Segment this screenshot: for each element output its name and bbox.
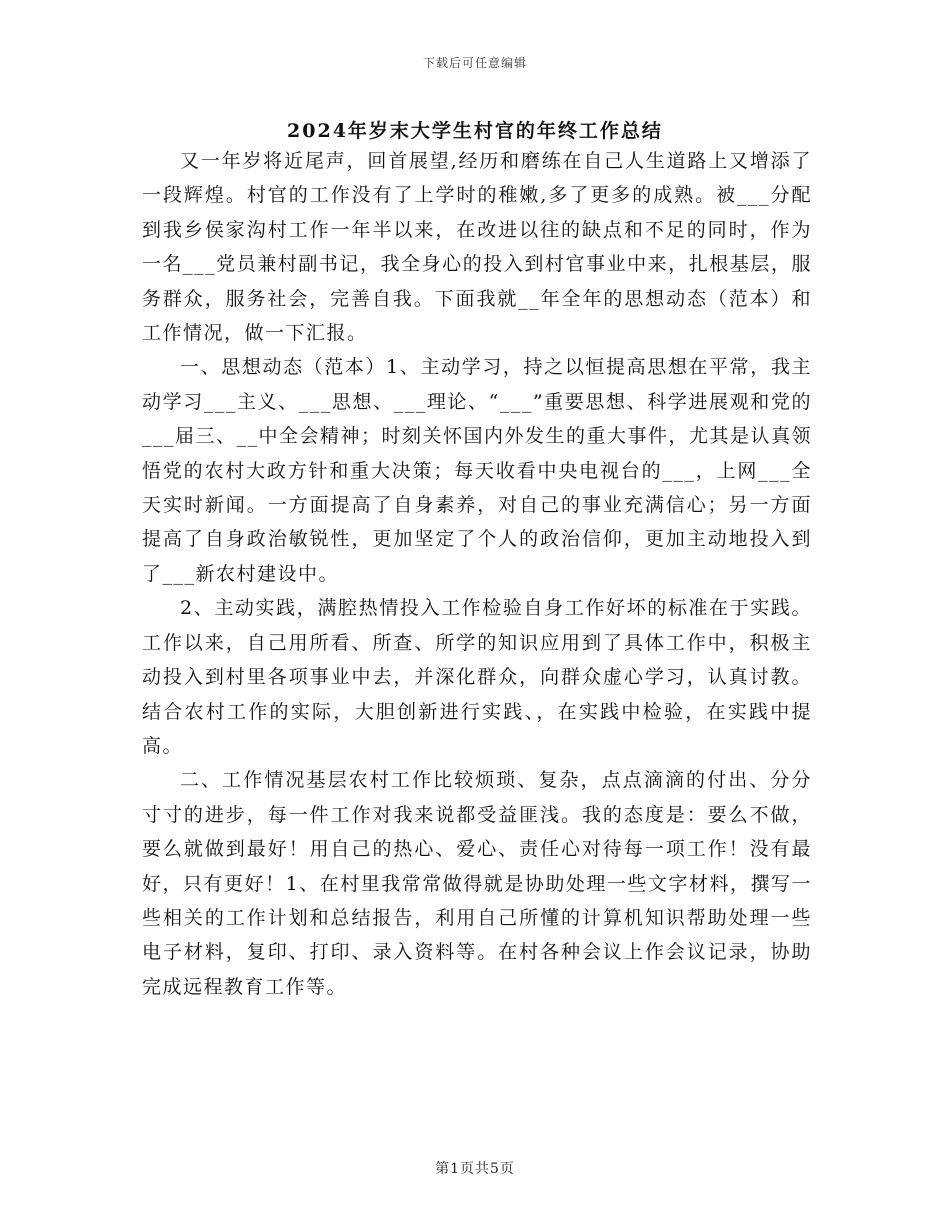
paragraph-thought: 一、思想动态（范本）1、主动学习，持之以恒提高思想在平常，我主动学习___主义、___思想、___理论、“___”重要思想、科学进展观和党的___届三、__中全会精神；时刻关怀国内外发生的重大事件，尤其是认真领悟党的农村大政方针和重大决策；每天收看中央电视台的___，上网___全天实时新闻。一方面提高了自身素养，对自己的事业充满信心；另一方面提高了自身政治敏锐性，更加坚定了个人的政治信仰，更加主动地投入到了___新农村建设中。	[142, 356, 813, 585]
paragraph-intro: 又一年岁将近尾声，回首展望,经历和磨练在自己人生道路上又增添了一段辉煌。村官的工作没有了上学时的稚嫩,多了更多的成熟。被___分配到我乡侯家沟村工作一年半以来，在改进以往的缺点和不足的同时，作为一名___党员兼村副书记，我全身心的投入到村官事业中来，扎根基层，服务群众，服务社会，完善自我。下面我就__年全年的思想动态（范本）和工作情况，做一下汇报。	[142, 150, 812, 345]
document-title: 2024年岁末大学生村官的年终工作总结	[287, 120, 663, 142]
page-header: 下载后可任意编辑	[422, 56, 527, 70]
paragraph-practice: 2、主动实践，满腔热情投入工作检验自身工作好坏的标准在于实践。工作以来，自己用所看、所查、所学的知识应用到了具体工作中，积极主动投入到村里各项事业中去，并深化群众，向群众虚心学习，认真讨教。结合农村工作的实际，大胆创新进行实践、，在实践中检验，在实践中提高。	[142, 597, 812, 757]
page-footer: 第1页共5页	[435, 1161, 515, 1177]
paragraph-work: 二、工作情况基层农村工作比较烦琐、复杂，点点滴滴的付出、分分寸寸的进步，每一件工作对我来说都受益匪浅。我的态度是：要么不做，要么就做到最好！用自己的热心、爱心、责任心对待每一项工作！没有最好，只有更好！1、在村里我常常做得就是协助处理一些文字材料，撰写一些相关的工作计划和总结报告，利用自己所懂的计算机知识帮助处理一些电子材料，复印、打印、录入资料等。在村各种会议上作会议记录，协助完成远程教育工作等。	[142, 769, 812, 998]
document-body	[142, 144, 812, 1004]
